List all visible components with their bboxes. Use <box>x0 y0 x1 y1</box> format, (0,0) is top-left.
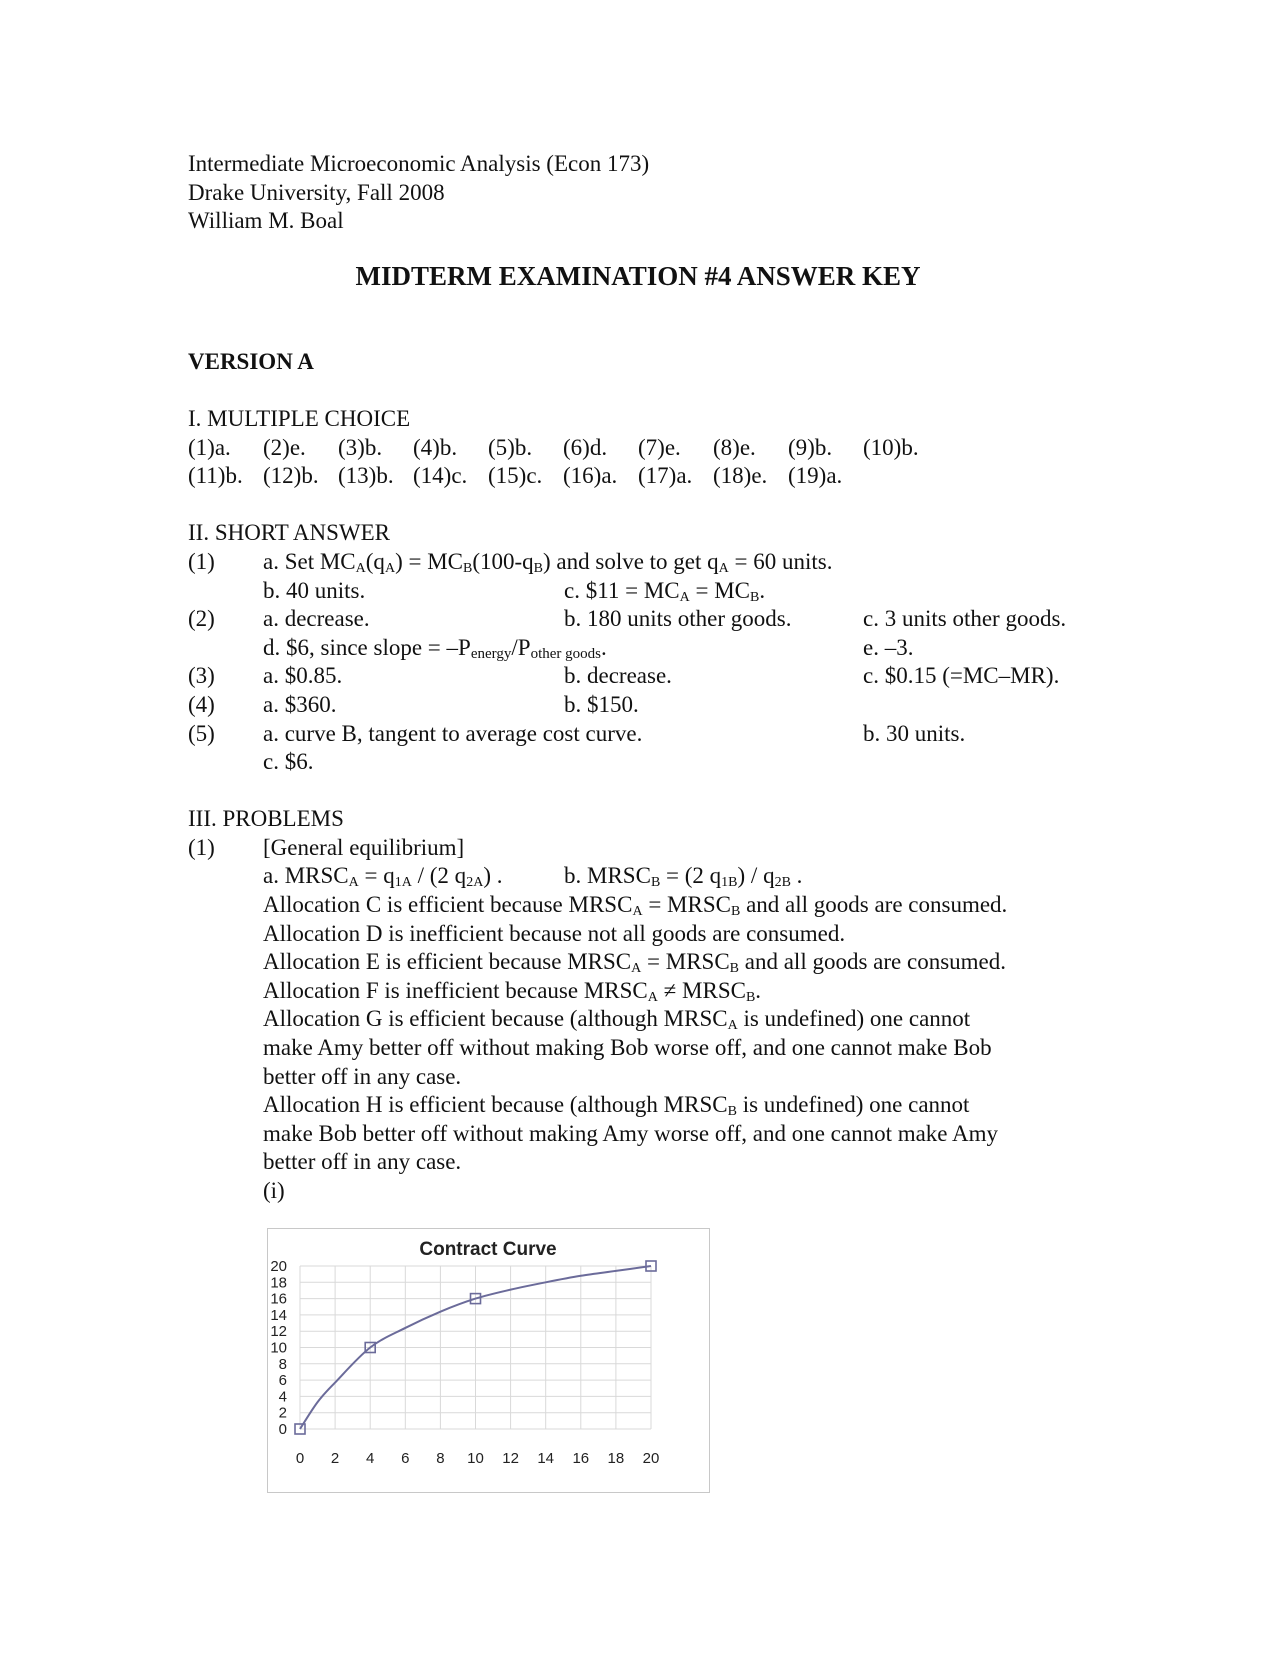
sa-q4 <box>188 691 1108 720</box>
problem-1-b: b. $MRSC_B = (2$ $q_{1B}) / q_{2B}$ . <box>564 863 803 891</box>
y-tick-label: 16 <box>270 1290 287 1308</box>
page-title: MIDTERM EXAMINATION #4 ANSWER KEY <box>355 260 921 291</box>
y-tick-label: 20 <box>270 1258 287 1275</box>
problems-heading: III. PROBLEMS <box>188 806 344 832</box>
allocation-c: Allocation C is efficient because $MRSC_A$ = $MRSC_B$ and all goods are consumed. <box>263 892 1008 920</box>
question-number: (5) <box>188 720 215 746</box>
x-tick-label: 2 <box>330 1450 340 1467</box>
contract-curve-svg <box>268 1229 709 1492</box>
author-line: William M. Boal <box>188 208 344 234</box>
course-title: Intermediate Microeconomic Analysis (Econ 173) <box>188 151 650 176</box>
x-tick-label: 0 <box>295 1450 305 1467</box>
y-tick-label: 10 <box>270 1339 287 1357</box>
x-tick-label: 12 <box>502 1450 519 1467</box>
sa-q5-line2 <box>188 748 1108 777</box>
y-tick-label: 8 <box>278 1355 287 1373</box>
sa-q2-a: a. decrease. <box>263 606 370 632</box>
mc-answer: (9)b. <box>788 434 833 460</box>
mc-heading: I. MULTIPLE CHOICE <box>188 405 411 431</box>
mc-answer: (4)b. <box>413 434 458 460</box>
sa-q5-a: a. curve B, tangent to average cost curve. <box>263 720 643 746</box>
version-heading: VERSION A <box>188 348 314 374</box>
sa-q4-a: a. $360. <box>263 691 337 717</box>
chart-title: Contract Curve <box>419 1239 557 1260</box>
allocation-h-line1: Allocation H is efficient because (although $MRSC_B$ is undefined) one cannot <box>263 1092 970 1120</box>
problem-1-a: a. $MRSC_A = q_{1A} / (2$ $q_{2A}$) . <box>263 863 503 891</box>
sa-q2-d: d. $6, since slope = $-P_{energy}/P_{other goods}$. <box>263 634 607 662</box>
x-tick-label: 14 <box>537 1450 555 1467</box>
mc-answer: (15)c. <box>488 463 543 489</box>
y-tick-label: 18 <box>270 1274 287 1292</box>
y-tick-label: 4 <box>278 1388 287 1406</box>
sa-q4-b: b. $150. <box>564 691 639 717</box>
sa-q3-b: b. decrease. <box>564 663 672 689</box>
sa-q5-b: b. 30 units. <box>863 720 966 746</box>
mc-answer: (12)b. <box>263 463 319 489</box>
x-tick-label: 10 <box>467 1450 484 1467</box>
x-tick-label: 4 <box>366 1450 375 1467</box>
question-number: (1) <box>188 548 215 574</box>
sa-q1-c: c. $11 = $MC_A = MC_B$. <box>564 577 766 605</box>
x-tick-label: 8 <box>436 1450 445 1467</box>
sa-q2-c: c. 3 units other goods. <box>863 606 1067 632</box>
mc-answer: (11)b. <box>188 463 243 489</box>
mc-answer: (17)a. <box>638 463 693 489</box>
mc-answer: (8)e. <box>713 434 756 460</box>
problem-1-topic: [General equilibrium] <box>263 834 465 860</box>
mc-answer: (16)a. <box>563 463 618 489</box>
question-number: (4) <box>188 691 215 717</box>
mc-row-1 <box>188 434 1108 463</box>
part-i-label: (i) <box>263 1178 285 1203</box>
y-tick-label: 2 <box>278 1404 287 1422</box>
mc-answer: (19)a. <box>788 463 843 489</box>
x-tick-label: 6 <box>401 1450 410 1467</box>
sa-q2-line2 <box>188 634 1108 663</box>
sa-q2-line1 <box>188 605 1108 634</box>
sa-q1-line1 <box>188 548 1108 577</box>
sa-q3-c: c. $0.15 (=MC–MR). <box>863 663 1060 689</box>
question-number: (3) <box>188 663 215 689</box>
question-number: (2) <box>188 606 215 632</box>
y-tick-label: 6 <box>278 1372 287 1390</box>
sa-q5-c: c. $6. <box>263 749 314 775</box>
mc-answer: (7)e. <box>638 434 681 460</box>
x-tick-label: 20 <box>642 1450 660 1467</box>
sa-q1-b: b. 40 units. <box>263 577 366 603</box>
y-tick-label: 12 <box>270 1323 287 1341</box>
allocation-g-line1: Allocation G is efficient because (although $MRSC_A$ is undefined) one cannot <box>263 1006 971 1034</box>
sa-q1-a: a. Set $MC_A(q_A) = MC_B(100-q_B)$ and solve to get $q_A = 60$ units. <box>263 548 833 576</box>
contract-curve-chart <box>267 1228 710 1493</box>
allocation-f: Allocation F is inefficient because $MRSC_A$ ≠ $MRSC_B$. <box>263 977 762 1005</box>
question-number: (1) <box>188 834 215 860</box>
y-tick-label: 0 <box>278 1421 287 1438</box>
x-tick-label: 18 <box>607 1450 625 1467</box>
allocation-h-line3: better off in any case. <box>263 1149 462 1175</box>
mc-answer: (14)c. <box>413 463 468 489</box>
sa-heading: II. SHORT ANSWER <box>188 520 391 546</box>
allocation-g-line2: make Amy better off without making Bob worse off, and one cannot make Bob <box>263 1035 992 1061</box>
sa-q2-e: e. –3. <box>863 634 914 660</box>
mc-answer: (5)b. <box>488 434 533 460</box>
mc-answer: (13)b. <box>338 463 394 489</box>
problem-1-ab <box>188 862 1108 891</box>
mc-answer: (1)a. <box>188 434 231 460</box>
problem-1-topic-line <box>188 834 1108 863</box>
x-tick-label: 16 <box>572 1450 590 1467</box>
sa-q5-line1 <box>188 720 1108 749</box>
sa-q1-line2 <box>188 577 1108 606</box>
mc-answer: (10)b. <box>863 434 919 460</box>
mc-row-2 <box>188 462 1108 491</box>
document-page <box>188 150 1108 1206</box>
allocation-h-line2: make Bob better off without making Amy worse off, and one cannot make Amy <box>263 1120 999 1146</box>
allocation-d: Allocation D is inefficient because not all goods are consumed. <box>263 920 846 946</box>
allocation-e: Allocation E is efficient because $MRSC_A$ = $MRSC_B$ and all goods are consumed. <box>263 949 1006 977</box>
sa-q3 <box>188 662 1108 691</box>
mc-answer: (6)d. <box>563 434 608 460</box>
y-tick-label: 14 <box>270 1306 287 1324</box>
mc-answer: (18)e. <box>713 463 768 489</box>
sa-q2-b: b. 180 units other goods. <box>564 606 792 632</box>
school-line: Drake University, Fall 2008 <box>188 179 445 205</box>
mc-answer: (2)e. <box>263 434 306 460</box>
allocation-g-line3: better off in any case. <box>263 1063 462 1089</box>
mc-answer: (3)b. <box>338 434 383 460</box>
sa-q3-a: a. $0.85. <box>263 663 343 689</box>
